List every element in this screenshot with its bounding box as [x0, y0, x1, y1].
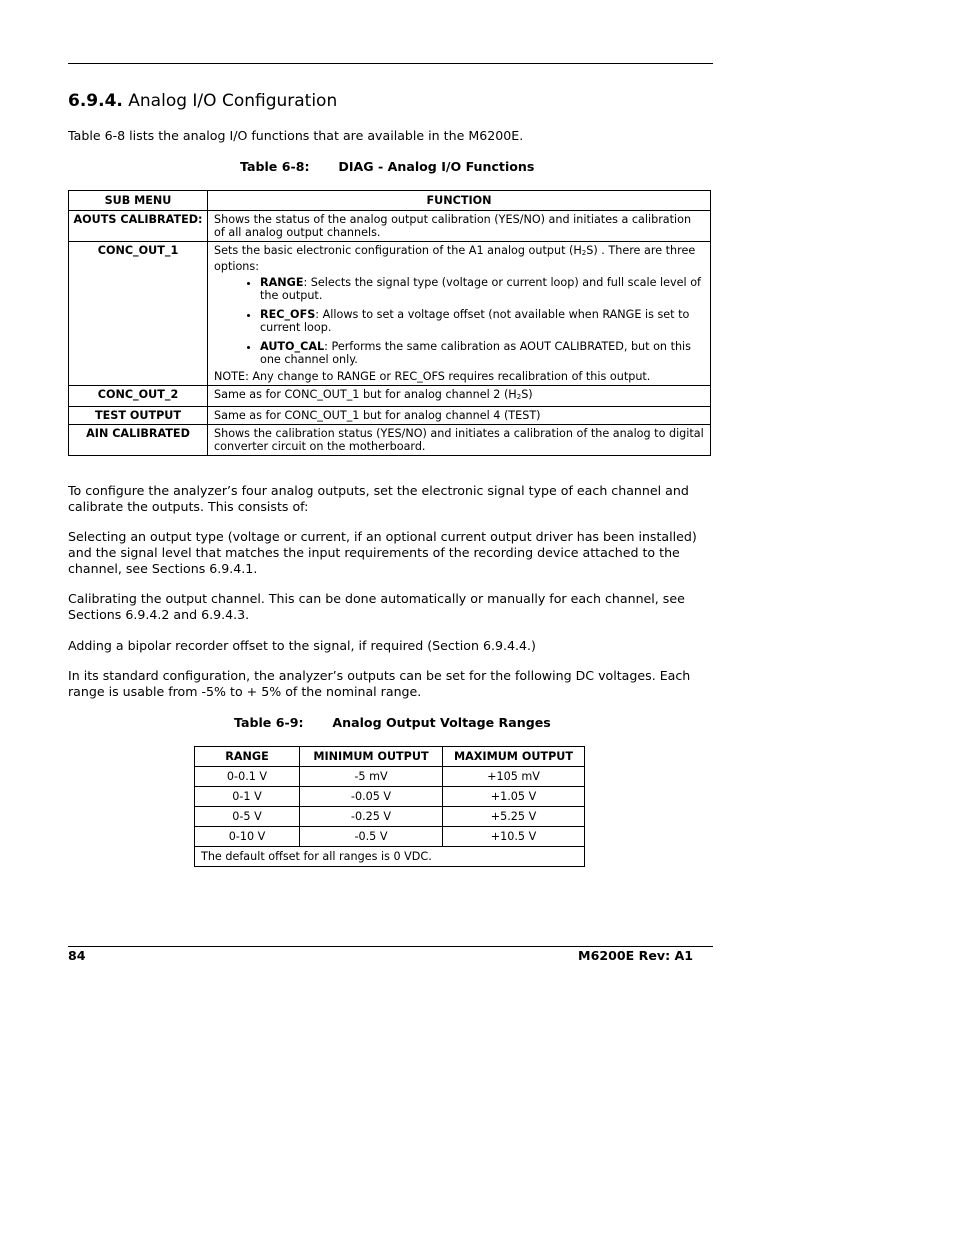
column-header: SUB MENU	[69, 191, 208, 211]
table-row	[69, 211, 711, 242]
table-row	[195, 787, 585, 807]
function-cell	[208, 386, 711, 407]
table-row	[195, 827, 585, 847]
list-item	[260, 276, 704, 302]
table2-caption	[234, 715, 551, 730]
table-cell: -5 mV	[300, 767, 443, 787]
table2-caption-title: Analog Output Voltage Ranges	[332, 715, 551, 730]
submenu-cell: AOUTS CALIBRATED:	[69, 211, 208, 242]
options-list	[214, 276, 704, 366]
function-description	[214, 244, 704, 273]
footer-rule	[68, 946, 713, 947]
table-note-row	[195, 847, 585, 867]
option-term: REC_OFS	[260, 308, 316, 321]
function-cell: Shows the status of the analog output calibration (YES/NO) and initiates a calibration of all analog output channels.	[208, 211, 711, 242]
subscript: 2	[581, 249, 587, 257]
table1-caption-label: Table 6-8:	[240, 159, 310, 174]
section-heading	[68, 91, 337, 111]
text-fragment: S)	[521, 388, 533, 401]
text-fragment: Same as for CONC_OUT_1 but for analog channel 2 (H	[214, 388, 517, 401]
header-rule	[68, 63, 713, 64]
page-number: 84	[68, 948, 86, 963]
text-fragment: S) . There are three options:	[214, 244, 696, 273]
body-paragraph: Adding a bipolar recorder offset to the signal, if required (Section 6.9.4.4.)	[68, 638, 536, 653]
section-title: Analog I/O Configuration	[128, 91, 338, 111]
table-row	[69, 407, 711, 425]
list-item	[260, 308, 704, 334]
option-text: : Allows to set a voltage offset (not available when RANGE is set to current loop.	[260, 308, 690, 334]
function-cell: Same as for CONC_OUT_1 but for analog channel 4 (TEST)	[208, 407, 711, 425]
table-cell: -0.05 V	[300, 787, 443, 807]
submenu-cell: CONC_OUT_2	[69, 386, 208, 407]
submenu-cell: TEST OUTPUT	[69, 407, 208, 425]
list-item	[260, 340, 704, 366]
table1-caption-title: DIAG - Analog I/O Functions	[338, 159, 535, 174]
table-header-row	[195, 747, 585, 767]
table2-caption-label: Table 6-9:	[234, 715, 304, 730]
column-header: MAXIMUM OUTPUT	[443, 747, 585, 767]
intro-paragraph: Table 6-8 lists the analog I/O functions that are available in the M6200E.	[68, 128, 524, 143]
table-cell: +1.05 V	[443, 787, 585, 807]
submenu-cell: AIN CALIBRATED	[69, 425, 208, 456]
column-header: FUNCTION	[208, 191, 711, 211]
function-note: NOTE: Any change to RANGE or REC_OFS requires recalibration of this output.	[214, 370, 651, 383]
table-cell: -0.25 V	[300, 807, 443, 827]
option-text: : Selects the signal type (voltage or current loop) and full scale level of the output.	[260, 276, 701, 302]
table-row	[195, 767, 585, 787]
table-row	[195, 807, 585, 827]
table-cell: -0.5 V	[300, 827, 443, 847]
table-cell: 0-0.1 V	[195, 767, 300, 787]
table-cell: +5.25 V	[443, 807, 585, 827]
analog-io-functions-table	[68, 190, 711, 456]
column-header: RANGE	[195, 747, 300, 767]
option-text: : Performs the same calibration as AOUT CALIBRATED, but on this one channel only.	[260, 340, 691, 366]
section-number: 6.9.4.	[68, 91, 123, 111]
function-cell	[208, 242, 711, 386]
table1-caption	[240, 159, 534, 174]
table-cell: 0-5 V	[195, 807, 300, 827]
table-cell: +10.5 V	[443, 827, 585, 847]
table-row	[69, 425, 711, 456]
table-cell: +105 mV	[443, 767, 585, 787]
option-term: RANGE	[260, 276, 304, 289]
body-paragraph: Selecting an output type (voltage or current, if an optional current output driver has been installed) and the signal level that matches the input requirements of the recording device attached to the channel, see Sections 6.9.4.1.	[68, 529, 697, 576]
document-revision: M6200E Rev: A1	[578, 948, 693, 963]
table-cell: 0-1 V	[195, 787, 300, 807]
table-row	[69, 386, 711, 407]
table-row	[69, 242, 711, 386]
column-header: MINIMUM OUTPUT	[300, 747, 443, 767]
body-paragraph: In its standard configuration, the analyzer’s outputs can be set for the following DC voltages. Each range is usable from -5% to + 5% of the nominal range.	[68, 668, 691, 699]
body-paragraph: To configure the analyzer’s four analog outputs, set the electronic signal type of each channel and calibrate the outputs. This consists of:	[68, 483, 689, 514]
subscript: 2	[516, 393, 522, 401]
body-paragraph: Calibrating the output channel. This can be done automatically or manually for each channel, see Sections 6.9.4.2 and 6.9.4.3.	[68, 591, 685, 622]
table-header-row	[69, 191, 711, 211]
table-cell: 0-10 V	[195, 827, 300, 847]
voltage-ranges-table	[194, 746, 585, 867]
text-fragment: Sets the basic electronic configuration of the A1 analog output (H	[214, 244, 582, 257]
function-cell: Shows the calibration status (YES/NO) and initiates a calibration of the analog to digital converter circuit on the motherboard.	[208, 425, 711, 456]
submenu-cell: CONC_OUT_1	[69, 242, 208, 386]
table-note: The default offset for all ranges is 0 VDC.	[195, 847, 585, 867]
option-term: AUTO_CAL	[260, 340, 325, 353]
